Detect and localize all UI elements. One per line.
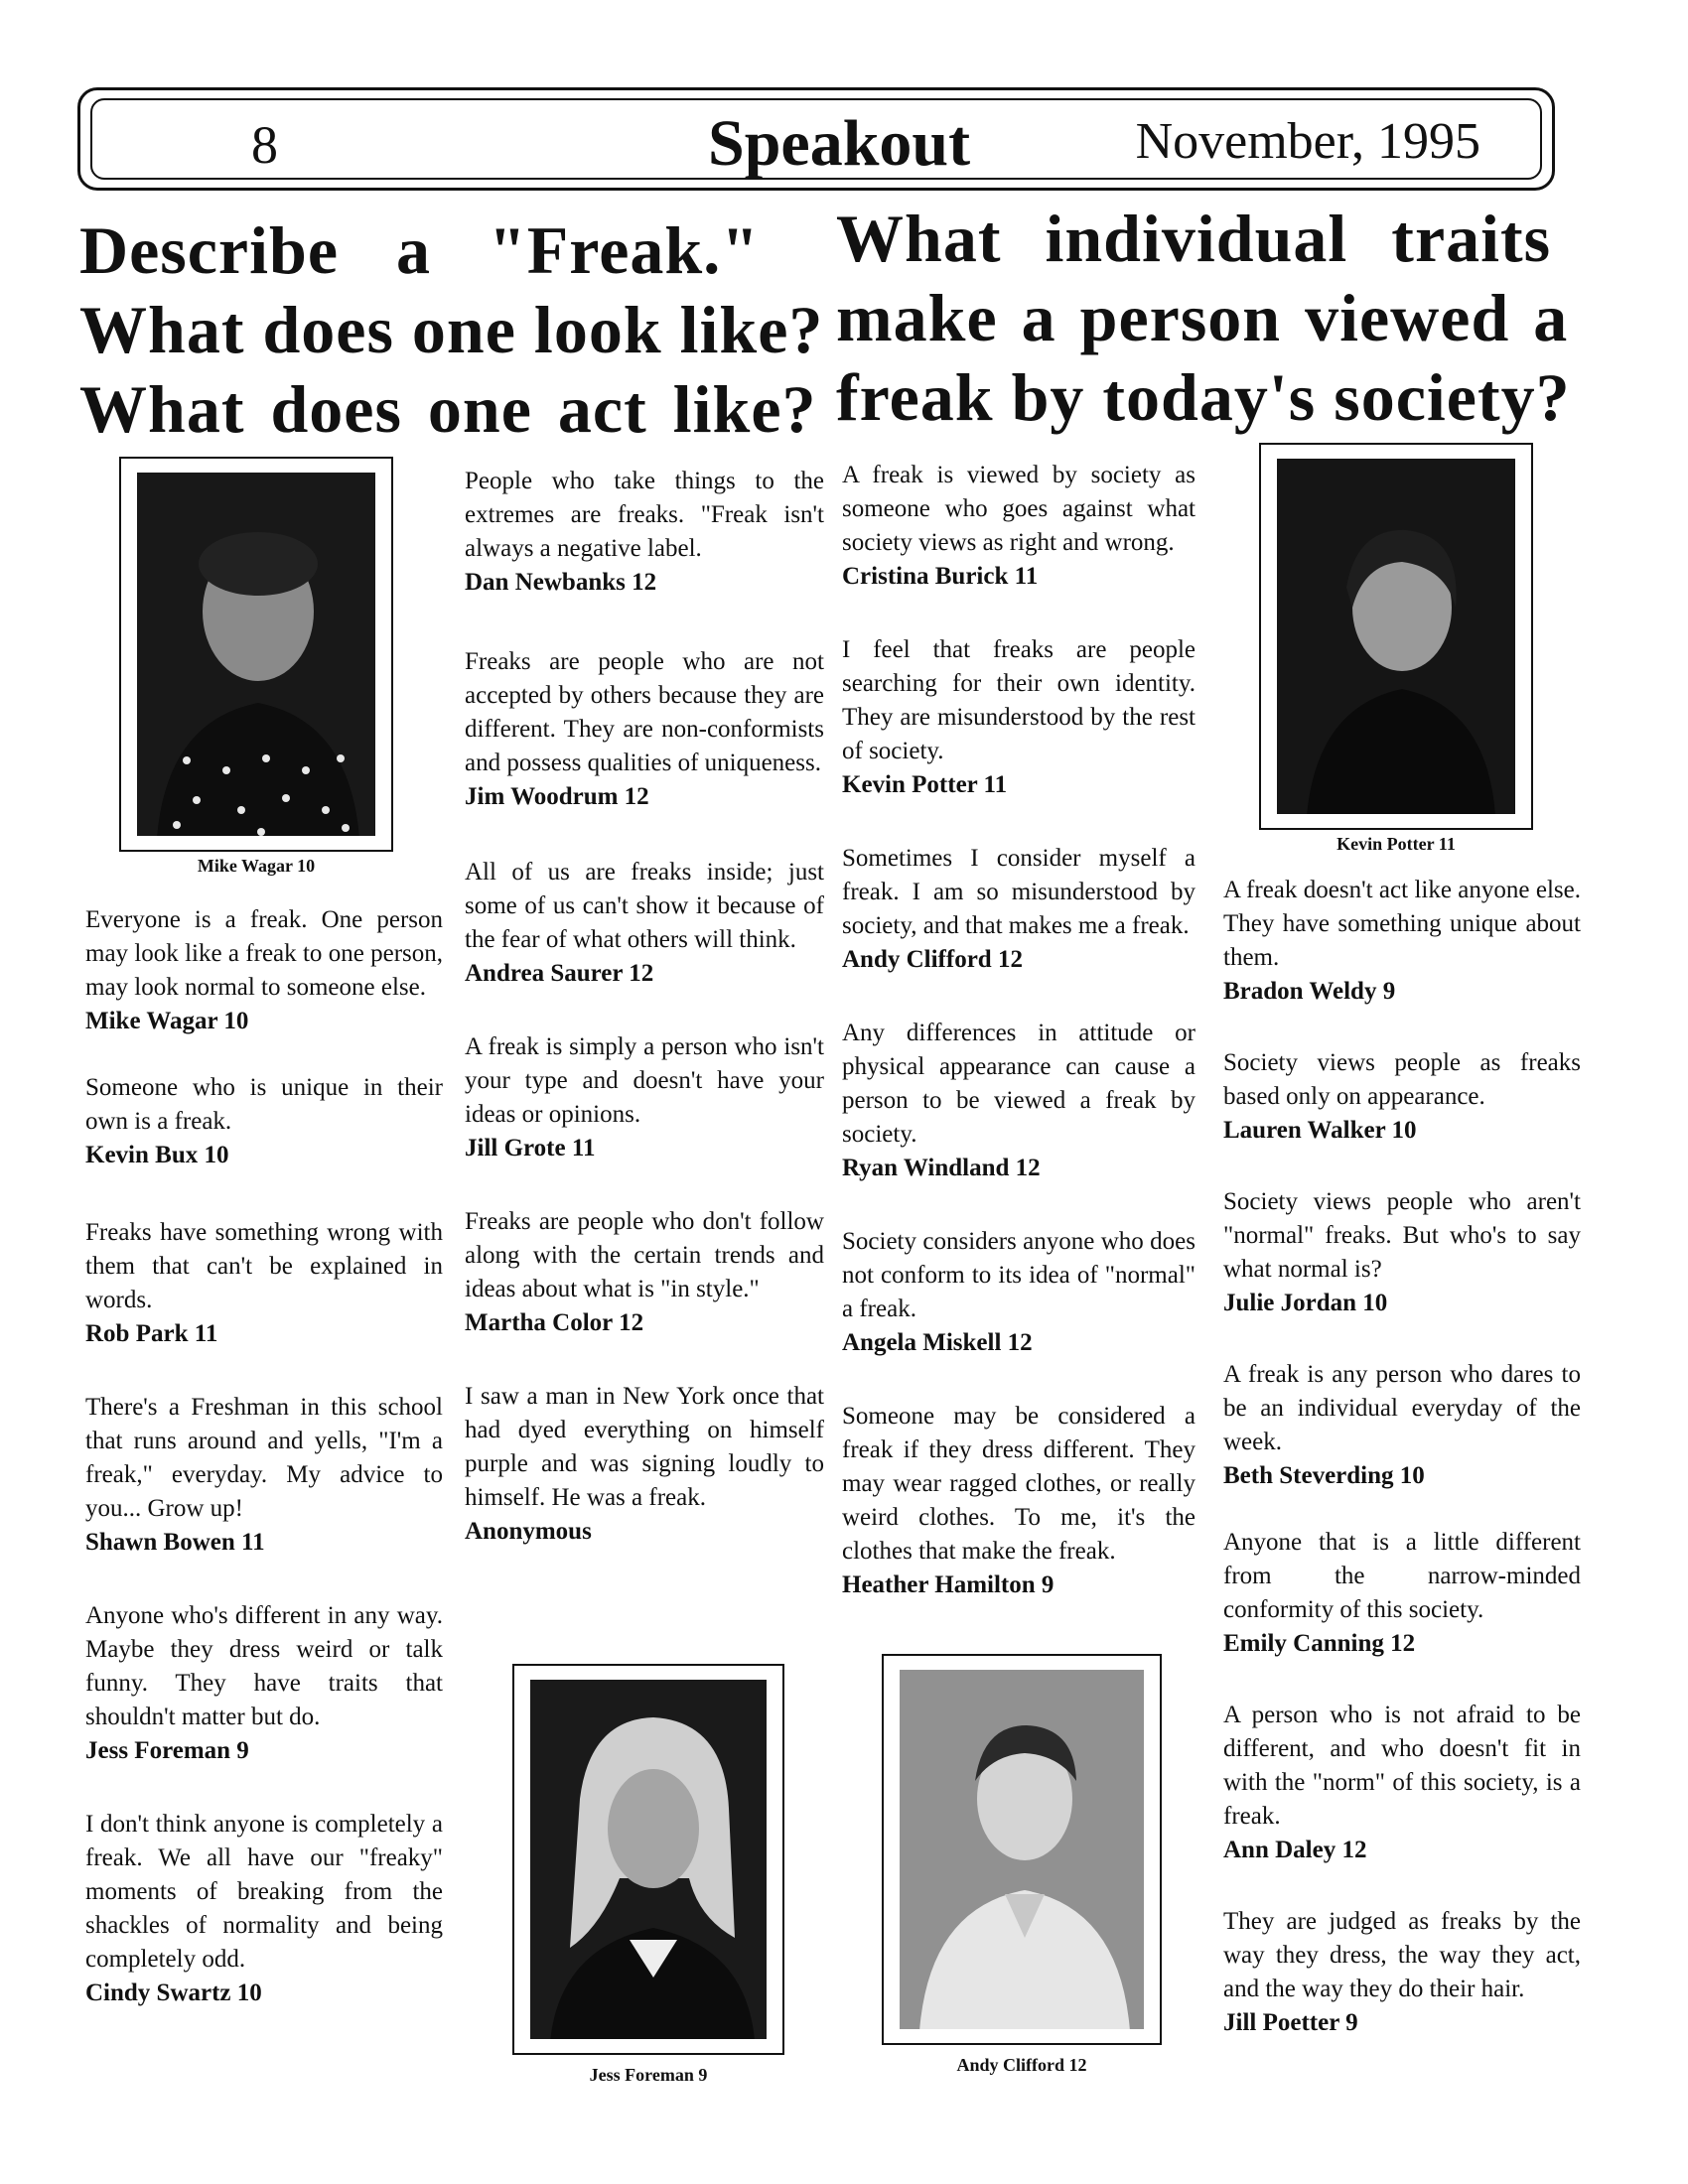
section-title: Speakout xyxy=(708,107,971,180)
quote-text: Society views people who aren't "normal" freaks. But who's to say what normal is? xyxy=(1223,1188,1581,1283)
quote-entry xyxy=(842,1017,1196,1185)
quote-author: Jess Foreman 9 xyxy=(85,1737,249,1764)
photo-mike-wagar xyxy=(119,457,393,852)
quote-entry xyxy=(842,842,1196,977)
photo-caption: Andy Clifford 12 xyxy=(956,2055,1087,2075)
quote-text: I saw a man in New York once that had dyed everything on himself purple and was signing loudly to himself. He was a freak. xyxy=(465,1383,824,1511)
quote-author: Cristina Burick 11 xyxy=(842,563,1039,590)
quote-entry xyxy=(85,1808,443,2010)
column-2 xyxy=(465,465,824,1581)
quote-author: Angela Miskell 12 xyxy=(842,1329,1033,1356)
headline-line: What does one act like? xyxy=(79,371,817,447)
photo-kevin-potter xyxy=(1259,443,1533,830)
quote-text: Everyone is a freak. One person may look like a freak to one person, may look normal to someone else. xyxy=(85,906,443,1001)
photo-caption: Mike Wagar 10 xyxy=(197,856,316,876)
portrait-silhouette xyxy=(137,473,375,836)
quote-text: A freak is viewed by society as someone who goes against what society views as right and wrong. xyxy=(842,462,1196,556)
headline-line: Describe a "Freak." xyxy=(79,212,761,288)
quote-entry xyxy=(842,633,1196,802)
quote-text: Freaks are people who are not accepted by others because they are different. They are non-conformists and possess qualities of uniqueness. xyxy=(465,648,824,776)
page-header-banner xyxy=(77,87,1555,191)
quote-text: A freak doesn't act like anyone else. They have something unique about them. xyxy=(1223,877,1581,971)
quote-text: They are judged as freaks by the way they dress, the way they act, and the way they do their hair. xyxy=(1223,1908,1581,2002)
photo-caption: Kevin Potter 11 xyxy=(1336,834,1456,854)
quote-text: I feel that freaks are people searching for their own identity. They are misunderstood by the rest of society. xyxy=(842,636,1196,764)
quote-text: Freaks are people who don't follow along with the certain trends and ideas about what is "in style." xyxy=(465,1208,824,1302)
quote-author: Beth Steverding 10 xyxy=(1223,1462,1425,1489)
column-3 xyxy=(842,459,1196,1635)
quote-text: I don't think anyone is completely a freak. We all have our "freaky" moments of breaking from the shackles of normality and being completely odd. xyxy=(85,1811,443,1973)
issue-date: November, 1995 xyxy=(1135,113,1480,170)
quote-text: People who take things to the extremes are freaks. "Freak isn't always a negative label. xyxy=(465,468,824,562)
quote-entry xyxy=(842,1225,1196,1360)
quote-author: Mike Wagar 10 xyxy=(85,1008,249,1034)
quote-author: Andy Clifford 12 xyxy=(842,946,1023,973)
page-number: 8 xyxy=(251,115,278,175)
headline-line: freak by today's society? xyxy=(836,359,1571,435)
quote-entry xyxy=(842,459,1196,594)
quote-text: Someone may be considered a freak if they dress different. They may wear ragged clothes, or really weird clothes. To me, it's the clothes that make the freak. xyxy=(842,1403,1196,1565)
quote-author: Rob Park 11 xyxy=(85,1320,218,1347)
portrait-photo xyxy=(1277,459,1515,814)
quote-text: Freaks have something wrong with them that can't be explained in words. xyxy=(85,1219,443,1313)
quote-entry xyxy=(85,1599,443,1768)
quote-entry xyxy=(1223,1185,1581,1320)
quote-text: A freak is simply a person who isn't your type and doesn't have your ideas or opinions. xyxy=(465,1033,824,1128)
quote-text: There's a Freshman in this school that runs around and yells, "I'm a freak," everyday. My advice to you... Grow up! xyxy=(85,1394,443,1522)
headline-line: What does one look like? xyxy=(79,292,824,367)
quote-entry xyxy=(465,1205,824,1340)
photo-jess-foreman xyxy=(512,1664,784,2055)
quote-entry xyxy=(465,856,824,991)
quote-author: Kevin Potter 11 xyxy=(842,771,1008,798)
quote-author: Kevin Bux 10 xyxy=(85,1142,229,1168)
quote-author: Emily Canning 12 xyxy=(1223,1630,1416,1657)
headline-left xyxy=(79,210,834,449)
portrait-silhouette xyxy=(1277,459,1515,814)
quote-author: Jill Poetter 9 xyxy=(1223,2009,1358,2036)
column-1 xyxy=(85,903,443,2043)
quote-author: Martha Color 12 xyxy=(465,1309,644,1336)
quote-author: Jill Grote 11 xyxy=(465,1135,596,1161)
quote-text: Anyone that is a little different from the narrow-minded conformity of this society. xyxy=(1223,1529,1581,1623)
portrait-photo xyxy=(530,1680,767,2039)
quote-entry xyxy=(1223,1358,1581,1493)
quote-author: Julie Jordan 10 xyxy=(1223,1290,1388,1316)
quote-author: Andrea Saurer 12 xyxy=(465,960,654,987)
quote-author: Ann Daley 12 xyxy=(1223,1837,1367,1863)
portrait-silhouette xyxy=(900,1670,1144,2029)
headline-line: make a person viewed a xyxy=(836,280,1569,355)
quote-text: Anyone who's different in any way. Maybe they dress weird or talk funny. They have traits that shouldn't matter but do. xyxy=(85,1602,443,1730)
quote-text: Society views people as freaks based only on appearance. xyxy=(1223,1049,1581,1110)
portrait-photo xyxy=(137,473,375,836)
headline-line: What individual traits xyxy=(836,201,1552,276)
quote-author: Anonymous xyxy=(465,1518,592,1545)
quote-author: Heather Hamilton 9 xyxy=(842,1571,1055,1598)
quote-entry xyxy=(465,465,824,600)
quote-author: Bradon Weldy 9 xyxy=(1223,978,1396,1005)
quote-entry xyxy=(85,1391,443,1560)
quote-entry xyxy=(1223,1046,1581,1148)
portrait-silhouette xyxy=(530,1680,767,2039)
quote-text: Sometimes I consider myself a freak. I am so misunderstood by society, and that makes me a freak. xyxy=(842,845,1196,939)
quote-entry xyxy=(465,1030,824,1165)
column-4 xyxy=(1223,874,1581,2073)
banner-inner-border xyxy=(90,98,1542,180)
quote-author: Shawn Bowen 11 xyxy=(85,1529,265,1556)
quote-entry xyxy=(85,1216,443,1351)
quote-text: All of us are freaks inside; just some of us can't show it because of the fear of what others will think. xyxy=(465,859,824,953)
photo-andy-clifford xyxy=(882,1654,1162,2045)
quote-entry xyxy=(465,1380,824,1549)
headline-right xyxy=(836,199,1571,437)
quote-entry xyxy=(842,1400,1196,1602)
quote-author: Ryan Windland 12 xyxy=(842,1155,1041,1181)
quote-text: A person who is not afraid to be different, and who doesn't fit in with the "norm" of this society, is a freak. xyxy=(1223,1702,1581,1830)
quote-author: Lauren Walker 10 xyxy=(1223,1117,1417,1144)
quote-text: Someone who is unique in their own is a freak. xyxy=(85,1074,443,1135)
quote-entry xyxy=(85,903,443,1038)
portrait-photo xyxy=(900,1670,1144,2029)
quote-entry xyxy=(1223,1526,1581,1661)
quote-author: Jim Woodrum 12 xyxy=(465,783,649,810)
quote-text: A freak is any person who dares to be an individual everyday of the week. xyxy=(1223,1361,1581,1455)
quote-entry xyxy=(1223,874,1581,1009)
quote-text: Society considers anyone who does not conform to its idea of "normal" a freak. xyxy=(842,1228,1196,1322)
quote-author: Dan Newbanks 12 xyxy=(465,569,657,596)
quote-entry xyxy=(465,645,824,814)
quote-entry xyxy=(1223,1699,1581,1867)
quote-text: Any differences in attitude or physical appearance can cause a person to be viewed a freak by society. xyxy=(842,1020,1196,1148)
quote-entry xyxy=(1223,1905,1581,2040)
photo-caption: Jess Foreman 9 xyxy=(589,2065,708,2085)
quote-entry xyxy=(85,1071,443,1172)
quote-author: Cindy Swartz 10 xyxy=(85,1979,262,2006)
